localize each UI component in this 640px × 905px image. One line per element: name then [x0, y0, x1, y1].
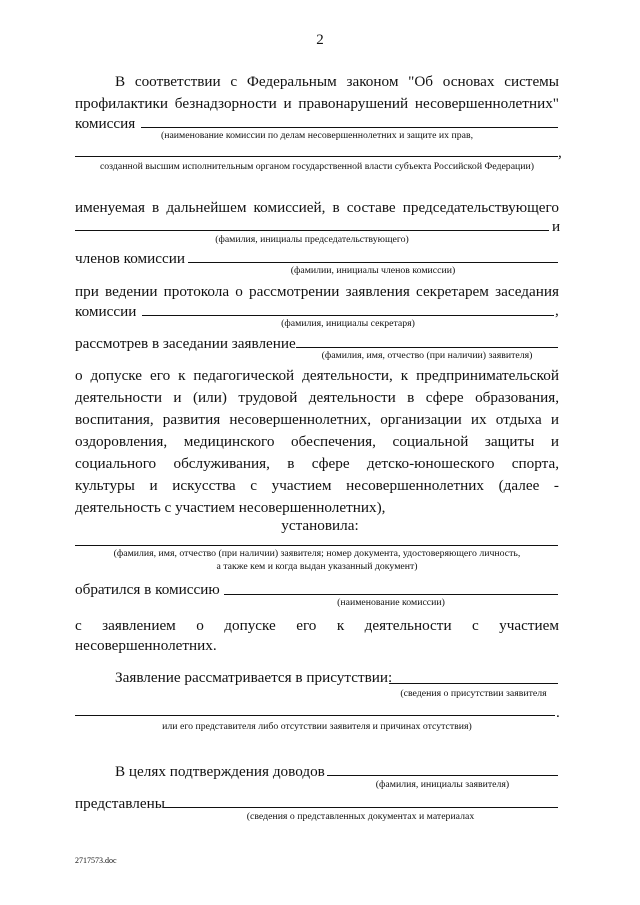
- body-line-7: деятельность с участием несовершеннолетних),: [75, 499, 386, 516]
- caption-applicant: (фамилия, имя, отчество (при наличии) заявителя): [321, 350, 533, 361]
- comma-2: ,: [555, 302, 559, 319]
- presence-label: Заявление рассматривается в присутствии:: [115, 669, 393, 686]
- caption-applicant-details-1: (фамилия, имя, отчество (при наличии) заявителя; номер документа, удостоверяющего личность,: [113, 548, 521, 559]
- applicant-details-field[interactable]: [75, 545, 558, 546]
- document-id: 2717573.doc: [75, 856, 117, 865]
- commission-word: комиссии: [75, 303, 137, 320]
- commission-name-field-2[interactable]: [75, 156, 558, 157]
- intro-line-1: В соответствии с Федеральным законом "Об основах системы: [115, 73, 559, 90]
- caption-created-by: созданной высшим исполнительным органом государственной власти субъекта Российской Федерации): [99, 161, 535, 172]
- purpose-label: В целях подтверждения доводов: [115, 763, 325, 780]
- caption-secretary: (фамилия, инициалы секретаря): [281, 318, 415, 329]
- body-line-5: социального обслуживания, в сфере детско-юношеского спорта,: [75, 455, 559, 472]
- caption-members: (фамилии, инициалы членов комиссии): [290, 265, 456, 276]
- caption-presence-2: или его представителя либо отсутствии заявителя и причинах отсутствия): [162, 721, 472, 732]
- commission-name-field[interactable]: [141, 127, 558, 128]
- established-heading: установила:: [281, 517, 359, 534]
- secretary-field[interactable]: [142, 315, 554, 316]
- presence-field-2[interactable]: [75, 715, 555, 716]
- applicant-name-field[interactable]: [296, 347, 558, 348]
- comma-1: ,: [558, 144, 562, 161]
- presented-docs-field[interactable]: [163, 807, 558, 808]
- caption-commission: (наименование комиссии): [337, 597, 445, 608]
- protocol-line: при ведении протокола о рассмотрении заявления секретарем заседания: [75, 283, 559, 300]
- caption-commission-name: (наименование комиссии по делам несовершеннолетних и защите их прав,: [160, 130, 474, 141]
- statement-line: с заявлением о допуске его к деятельности с участием: [75, 617, 559, 634]
- body-line-2: деятельности и (или) трудовой деятельности в сфере образования,: [75, 389, 559, 406]
- caption-presented-docs: (сведения о представленных документах и материалах: [246, 811, 475, 822]
- presence-field[interactable]: [389, 683, 558, 684]
- minors-word: несовершеннолетних.: [75, 637, 217, 654]
- presented-label: представлены: [75, 795, 165, 812]
- body-line-4: оздоровления, медицинского обеспечения, социальной защиты и: [75, 433, 559, 450]
- caption-applicant-initials: (фамилия, инициалы заявителя): [375, 779, 510, 790]
- commission-label: комиссия: [75, 115, 136, 132]
- applicant-initials-field[interactable]: [327, 775, 558, 776]
- body-line-6: культуры и искусства с участием несовершеннолетних (далее -: [75, 477, 559, 494]
- caption-presence: (сведения о присутствии заявителя: [400, 688, 547, 699]
- intro-line-2: профилактики безнадзорности и правонарушений несовершеннолетних": [75, 95, 559, 112]
- period: .: [556, 704, 560, 721]
- body-line-1: о допуске его к педагогической деятельности, к предпринимательской: [75, 367, 559, 384]
- applied-label: обратился в комиссию: [75, 581, 220, 598]
- applied-commission-field[interactable]: [224, 594, 558, 595]
- members-label: членов комиссии: [75, 250, 186, 267]
- composition-line: именуемая в дальнейшем комиссией, в составе председательствующего: [75, 199, 559, 216]
- page-number: 2: [316, 32, 324, 48]
- considered-label: рассмотрев в заседании заявление: [75, 335, 296, 352]
- body-line-3: воспитания, развития несовершеннолетних, организации их отдыха и: [75, 411, 559, 428]
- and-word: и: [552, 218, 561, 235]
- caption-chair: (фамилия, инициалы председательствующего): [215, 234, 409, 245]
- caption-applicant-details-2: а также кем и когда выдан указанный документ): [216, 561, 418, 572]
- chair-name-field[interactable]: [75, 230, 549, 231]
- members-field[interactable]: [188, 262, 558, 263]
